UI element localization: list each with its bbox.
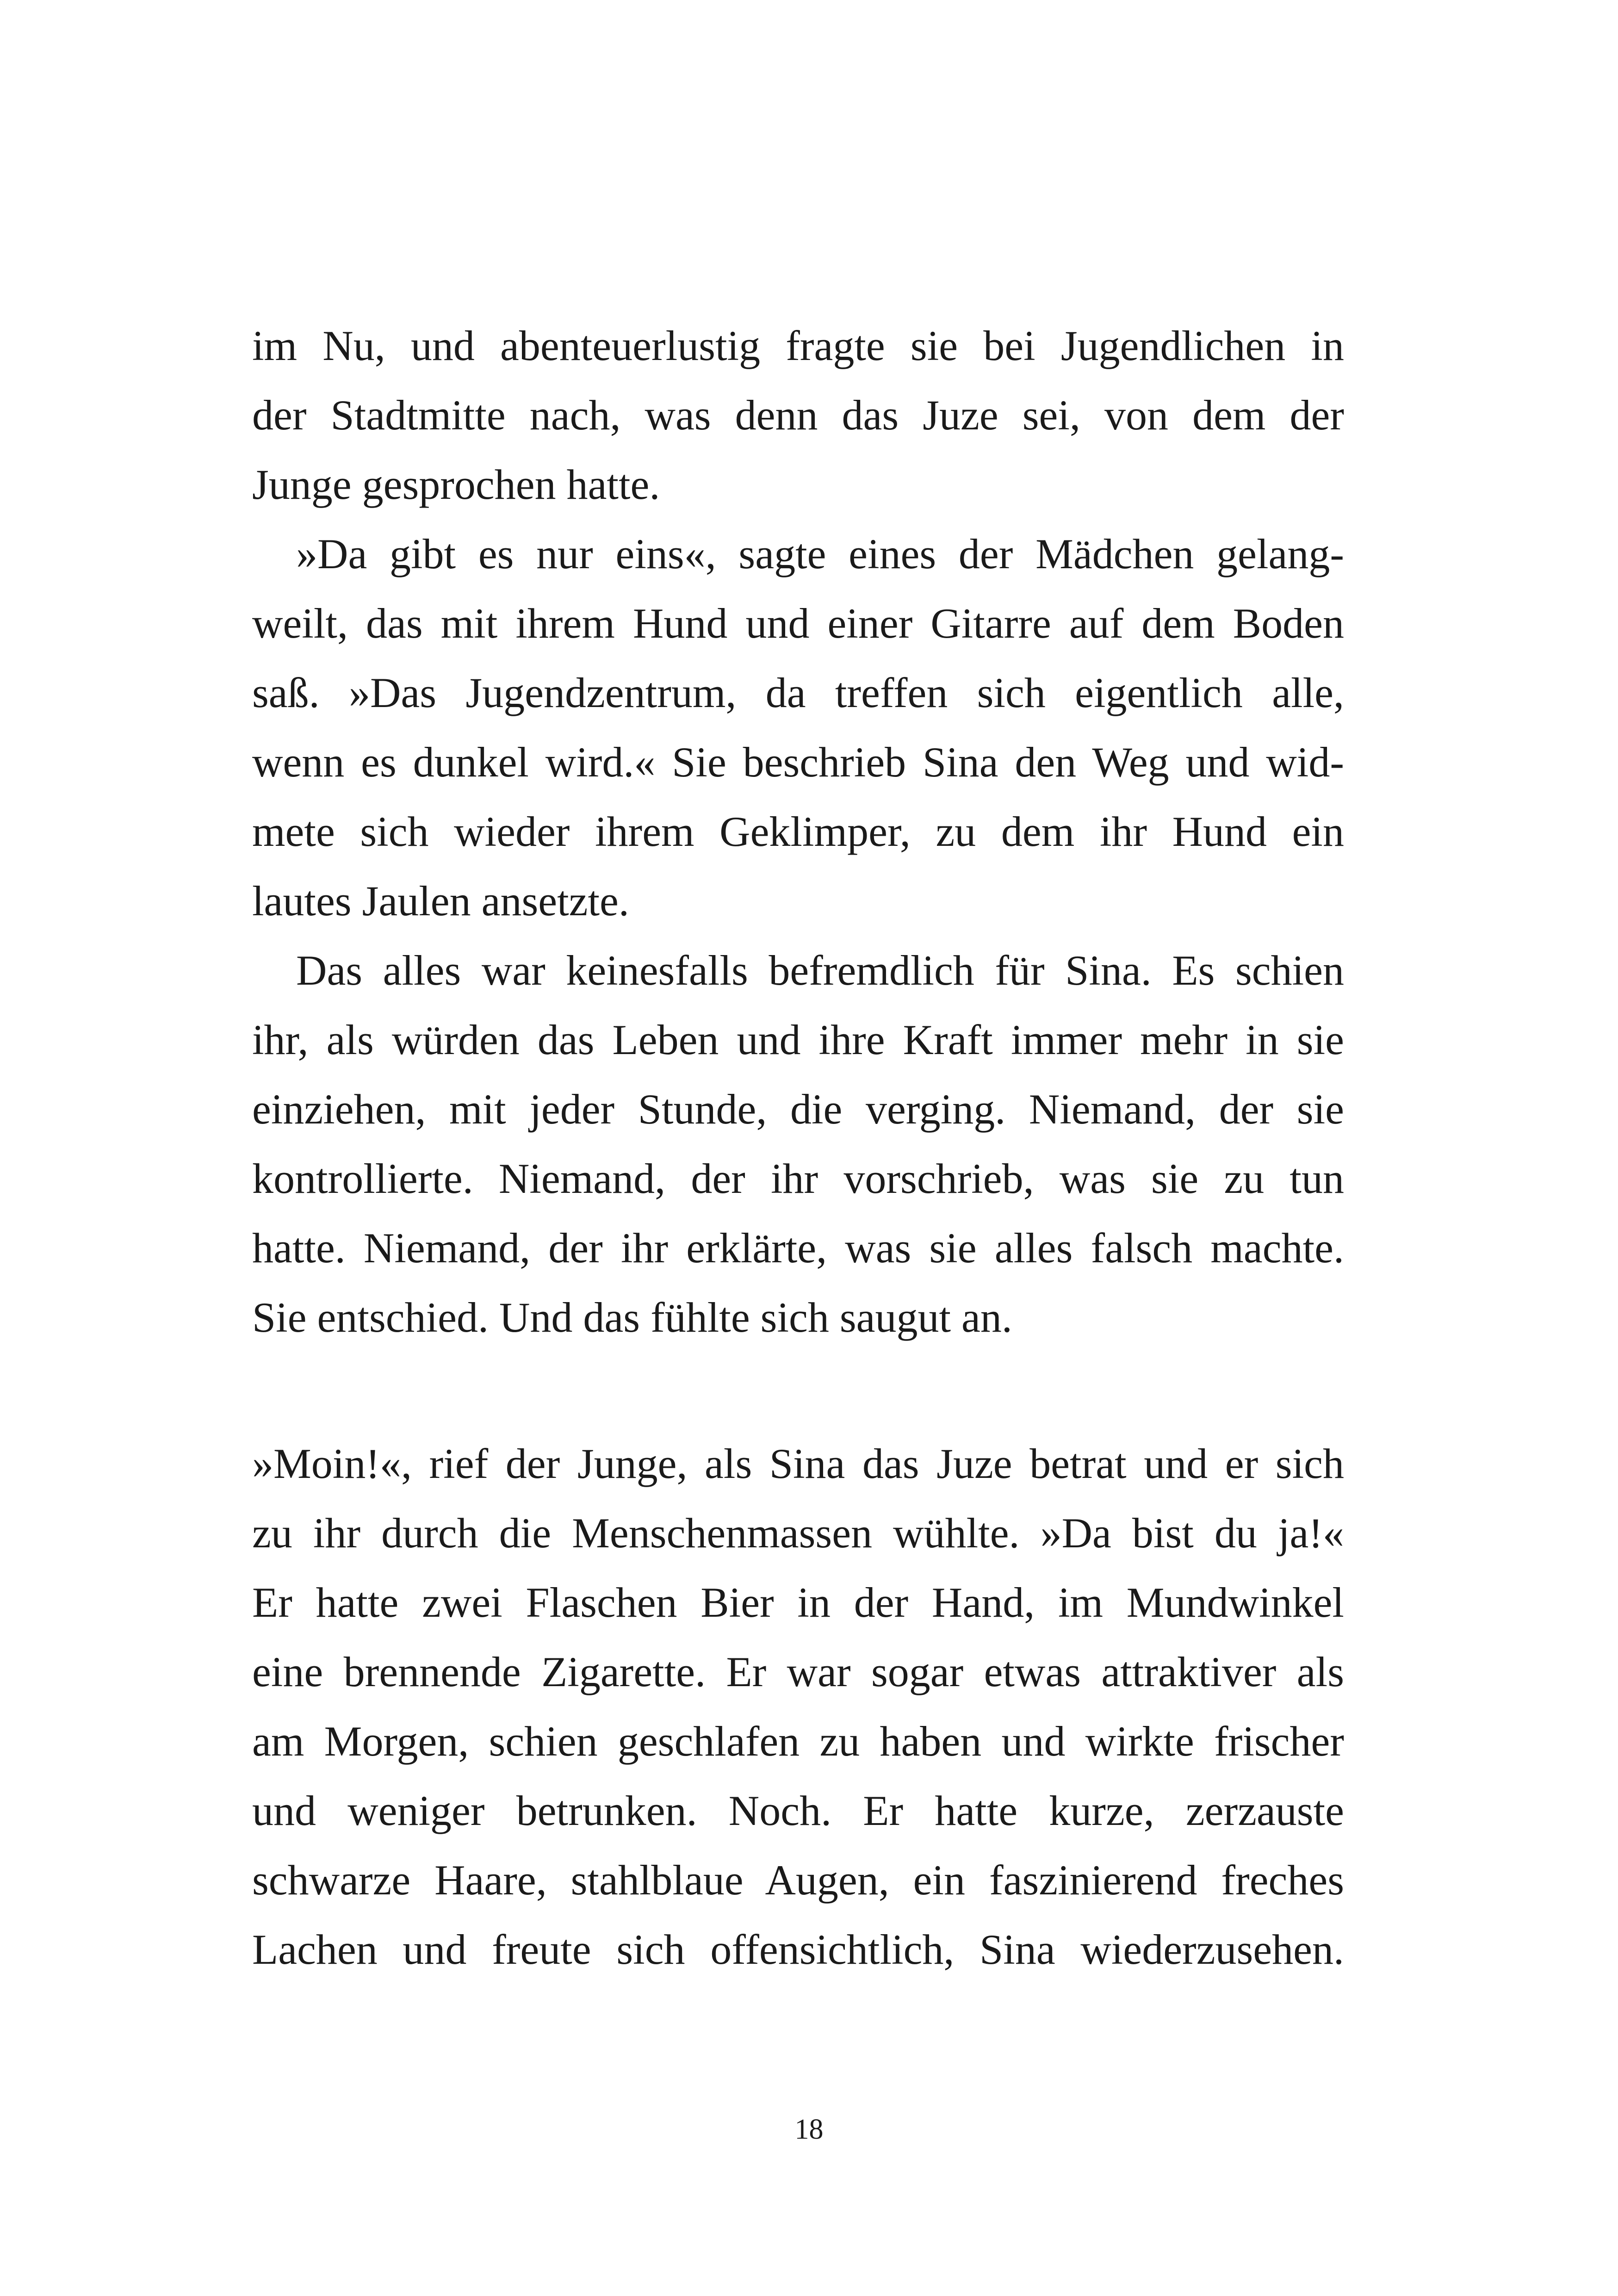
text-line: kontrollierte. Niemand, der ihr vorschrieb, was sie zu tun (252, 1155, 1344, 1202)
text-line: Junge gesprochen hatte. (252, 461, 660, 508)
paragraph (252, 519, 1344, 936)
page-number: 18 (794, 2114, 824, 2145)
text-line: Lachen und freute sich offensichtlich, Sina wiederzusehen. (252, 1926, 1344, 1973)
text-line: weilt, das mit ihrem Hund und einer Gitarre auf dem Boden (252, 600, 1344, 647)
paragraph (252, 311, 1344, 519)
text-line: Sie entschied. Und das fühlte sich saugut an. (252, 1294, 1012, 1341)
text-line: zu ihr durch die Menschenmassen wühlte. »Da bist du ja!« (252, 1509, 1344, 1557)
text-line: lautes Jaulen ansetzte. (252, 877, 629, 925)
text-line: ihr, als würden das Leben und ihre Kraft immer mehr in sie (252, 1016, 1344, 1063)
text-line: und weniger betrunken. Noch. Er hatte kurze, zerzauste (252, 1787, 1344, 1834)
text-section-2 (252, 1429, 1344, 1984)
text-line: hatte. Niemand, der ihr erklärte, was sie alles falsch machte. (252, 1224, 1344, 1272)
text-line: am Morgen, schien geschlafen zu haben und wirkte frischer (252, 1718, 1344, 1765)
text-line: Er hatte zwei Flaschen Bier in der Hand, im Mundwinkel (252, 1579, 1344, 1626)
paragraph (252, 936, 1344, 1352)
text-line: im Nu, und abenteuerlustig fragte sie bei Jugendlichen in (252, 322, 1344, 369)
text-line: »Moin!«, rief der Junge, als Sina das Juze betrat und er sich (252, 1440, 1344, 1487)
paragraph (252, 1429, 1344, 1984)
text-line: saß. »Das Jugendzentrum, da treffen sich eigentlich alle, (252, 669, 1344, 716)
text-line: der Stadtmitte nach, was denn das Juze sei, von dem der (252, 391, 1344, 439)
text-line: einziehen, mit jeder Stunde, die verging. Niemand, der sie (252, 1086, 1344, 1133)
text-line: mete sich wieder ihrem Geklimper, zu dem ihr Hund ein (252, 808, 1344, 855)
text-line: schwarze Haare, stahlblaue Augen, ein faszinierend freches (252, 1856, 1344, 1904)
text-line: Das alles war keinesfalls befremdlich für Sina. Es schien (296, 947, 1344, 994)
text-line: eine brennende Zigarette. Er war sogar etwas attraktiver als (252, 1648, 1344, 1695)
text-line: wenn es dunkel wird.« Sie beschrieb Sina den Weg und wid- (252, 738, 1344, 786)
text-line: »Da gibt es nur eins«, sagte eines der Mädchen gelang- (296, 530, 1344, 577)
text-section-1 (252, 311, 1344, 1352)
